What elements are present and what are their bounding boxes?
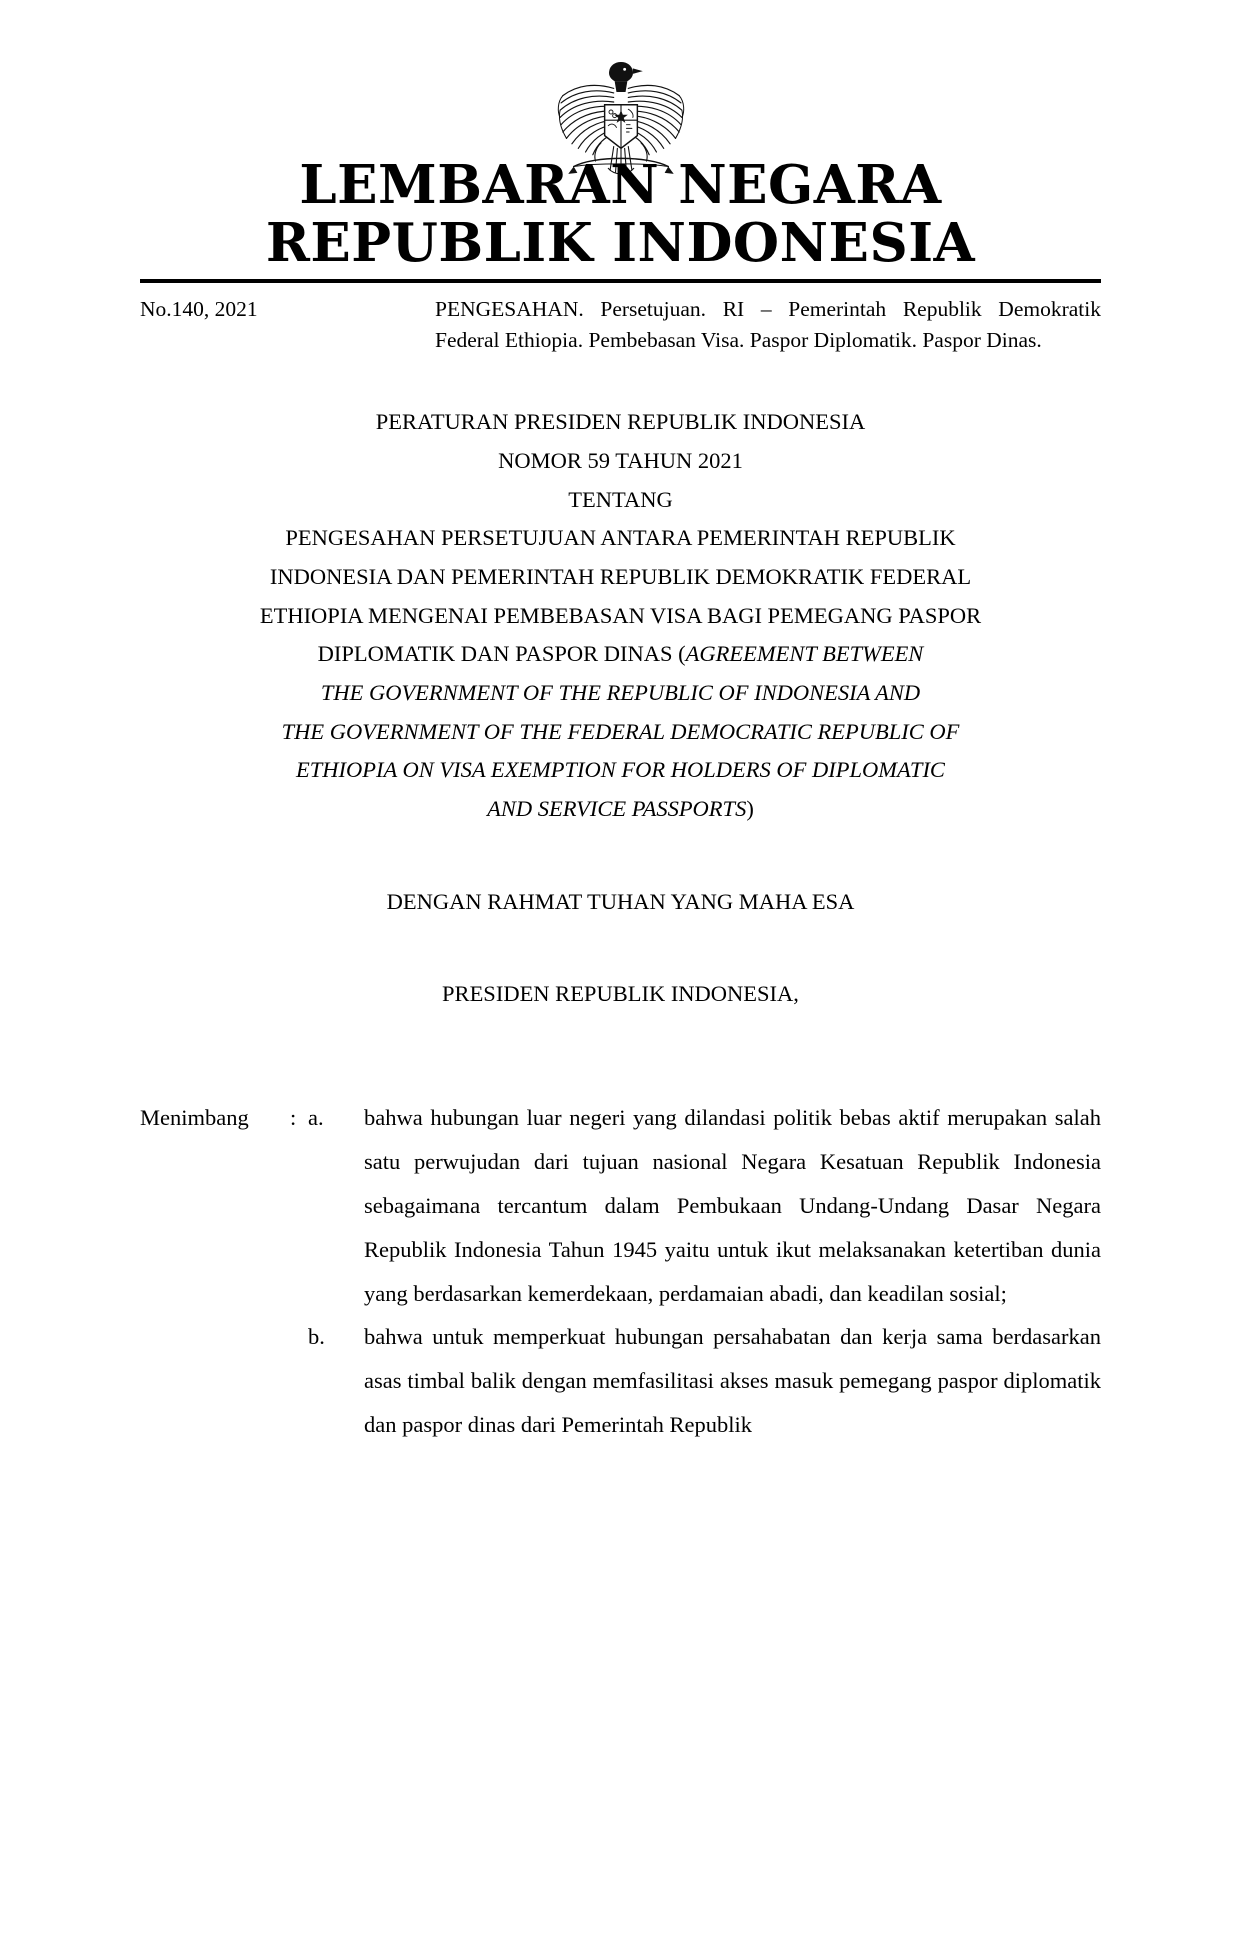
preamble-authority: PRESIDEN REPUBLIK INDONESIA, — [442, 981, 799, 1007]
title-body-line-3: ETHIOPIA MENGENAI PEMBEBASAN VISA BAGI PEMEGANG PASPOR — [259, 602, 982, 628]
emblem-container — [0, 0, 1241, 152]
considerations-block — [140, 1096, 1101, 1447]
masthead-line-2: REPUBLIK INDONESIA — [265, 212, 976, 275]
consideration-letter-b: b. — [308, 1324, 325, 1350]
masthead-line-1: LEMBARAN NEGARA — [299, 154, 942, 216]
consideration-letter-a: a. — [308, 1105, 324, 1131]
gazette-header-block — [140, 294, 1101, 355]
consideration-item — [140, 1096, 1101, 1315]
masthead-divider — [140, 279, 1101, 283]
preamble-blessing: DENGAN RAHMAT TUHAN YANG MAHA ESA — [386, 888, 855, 914]
title-italic-line-2: THE GOVERNMENT OF THE FEDERAL DEMOCRATIC REPUBLIC OF — [281, 718, 960, 744]
title-italic-last-line — [95, 790, 1146, 829]
consideration-text-b: bahwa untuk memperkuat hubungan persahabatan dan kerja sama berdasarkan asas timbal balik dengan memfasilitasi akses masuk pemegang paspor diplomatik dan paspor dinas dari Pemerintah Republik — [364, 1324, 1101, 1438]
title-body-line-1: PENGESAHAN PERSETUJUAN ANTARA PEMERINTAH REPUBLIK — [285, 525, 956, 551]
spacer — [0, 921, 1241, 975]
title-mixed-italic: AGREEMENT BETWEEN — [685, 641, 924, 667]
title-italic-line-3: ETHIOPIA ON VISA EXEMPTION FOR HOLDERS OF DIPLOMATIC — [296, 757, 945, 783]
title-about: TENTANG — [568, 486, 673, 512]
consideration-item — [140, 1315, 1101, 1447]
title-body-line-2: INDONESIA DAN PEMERINTAH REPUBLIK DEMOKRATIK FEDERAL — [269, 563, 972, 589]
spacer — [0, 1014, 1241, 1096]
title-closing-paren: ) — [746, 796, 754, 821]
title-mixed-plain: DIPLOMATIK DAN PASPOR DINAS ( — [317, 641, 686, 667]
title-regulation: PERATURAN PRESIDEN REPUBLIK INDONESIA — [375, 409, 866, 435]
title-mixed-line — [95, 635, 1146, 674]
masthead — [0, 154, 1241, 275]
gazette-keywords: PENGESAHAN. Persetujuan. RI – Pemerintah Republik Demokratik Federal Ethiopia. Pembebasan Visa. Paspor Diplomatik. Paspor Dinas. — [435, 297, 1101, 352]
gazette-number: No.140, 2021 — [140, 297, 258, 322]
spacer — [0, 829, 1241, 883]
regulation-title-block — [95, 381, 1146, 829]
title-number: NOMOR 59 TAHUN 2021 — [498, 447, 743, 473]
consideration-text-a: bahwa hubungan luar negeri yang dilandasi politik bebas aktif merupakan salah satu perwujudan dari tujuan nasional Negara Kesatuan Republik Indonesia sebagaimana tercantum dalam Pembukaan Undang-Undang Dasar Negara Republik Indonesia Tahun 1945 yaitu untuk ikut melaksanakan ketertiban dunia yang berdasarkan kemerdekaan, perdamaian abadi, dan keadilan sosial; — [364, 1105, 1101, 1306]
considerations-colon: : — [290, 1105, 297, 1131]
title-italic-line-1: THE GOVERNMENT OF THE REPUBLIC OF INDONESIA AND — [320, 679, 921, 705]
title-italic-last-text: AND SERVICE PASSPORTS — [487, 796, 747, 821]
spacer — [95, 381, 1146, 403]
considerations-label: Menimbang — [140, 1105, 249, 1131]
